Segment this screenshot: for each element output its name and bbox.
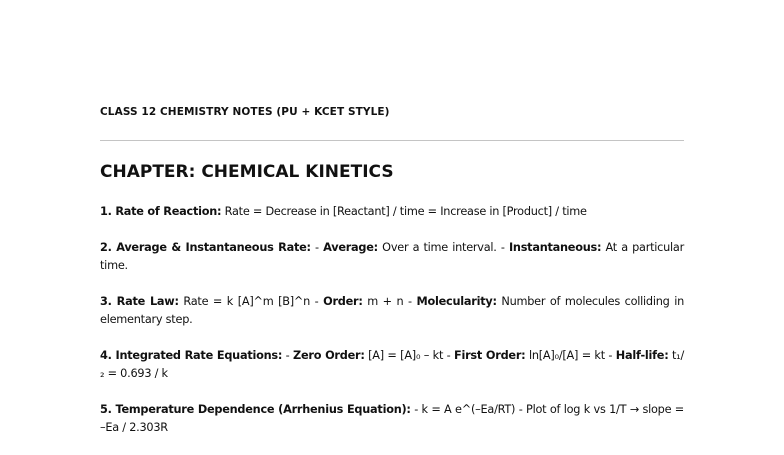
section-rate-law bbox=[100, 293, 684, 329]
section-part: 5. Temperature Dependence (Arrhenius Equation): bbox=[100, 403, 411, 416]
section-part: m + n - bbox=[362, 295, 417, 308]
section-part: 1. Rate of Reaction: bbox=[100, 205, 222, 218]
section-part: t₁/₂ = 0.693 / k bbox=[100, 349, 685, 380]
section-part: Rate = Decrease in [Reactant] / time = Increase in [Product] / time bbox=[221, 205, 587, 218]
document-header: CLASS 12 CHEMISTRY NOTES (PU + KCET STYLE) bbox=[100, 106, 390, 118]
section-temperature-dependence bbox=[100, 401, 684, 437]
section-part: Order: bbox=[323, 295, 363, 308]
section-rate-of-reaction bbox=[100, 203, 684, 221]
section-part: 3. Rate Law: bbox=[100, 295, 179, 308]
section-part: [A] = [A]₀ – kt - bbox=[364, 349, 455, 362]
section-part: - k = A e^(–Ea/RT) - Plot of log k vs 1/T → slope = –Ea / 2.303R bbox=[100, 403, 685, 434]
section-part: ln[A]₀/[A] = kt - bbox=[525, 349, 616, 362]
section-average-instantaneous-rate bbox=[100, 239, 684, 275]
notes-sections bbox=[100, 203, 684, 455]
section-part: Number of molecules colliding in elementary step. bbox=[100, 295, 684, 326]
section-part: First Order: bbox=[454, 349, 526, 362]
section-part: 2. Average & Instantaneous Rate: bbox=[100, 241, 311, 254]
section-integrated-rate-equations bbox=[100, 347, 684, 383]
section-part: Instantaneous: bbox=[508, 241, 602, 254]
section-part: Zero Order: bbox=[293, 349, 365, 362]
section-part: Half-life: bbox=[615, 349, 669, 362]
section-part: Average: bbox=[323, 241, 378, 254]
section-part: - bbox=[282, 349, 294, 362]
section-part: At a particular time. bbox=[100, 241, 684, 272]
chapter-title: CHAPTER: CHEMICAL KINETICS bbox=[100, 162, 394, 182]
header-divider bbox=[100, 140, 684, 141]
section-part: - bbox=[310, 241, 324, 254]
section-part: Rate = k [A]^m [B]^n - bbox=[178, 295, 324, 308]
section-part: 4. Integrated Rate Equations: bbox=[100, 349, 283, 362]
section-part: Molecularity: bbox=[416, 295, 497, 308]
section-part: Over a time interval. - bbox=[377, 241, 509, 254]
